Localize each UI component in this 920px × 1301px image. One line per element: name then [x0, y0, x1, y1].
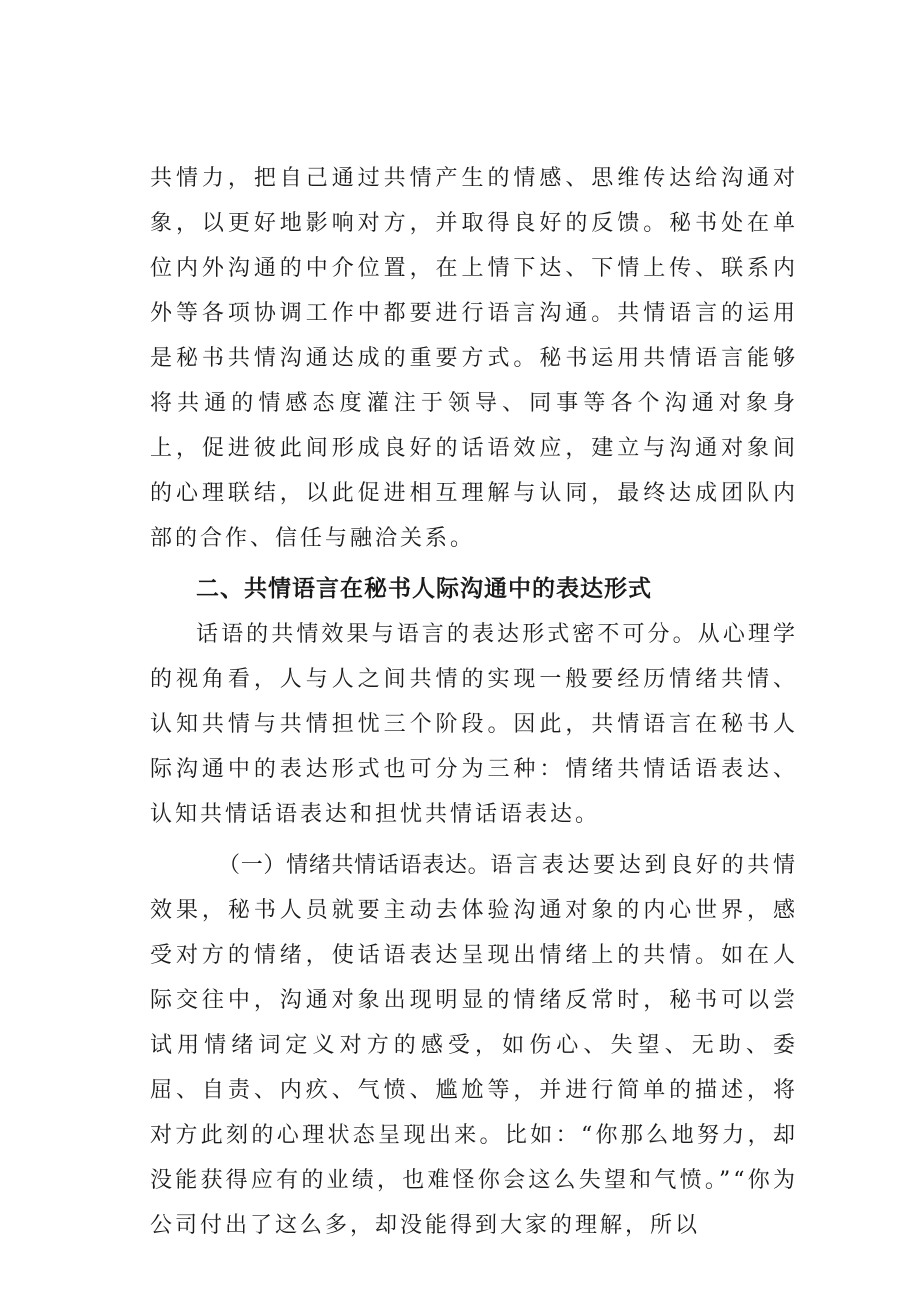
paragraph-1: 共情力，把自己通过共情产生的情感、思维传达给沟通对象，以更好地影响对方，并取得良好的反馈。秘书处在单位内外沟通的中介位置，在上情下达、下情上传、联系内外等各项协调工作中都要进行语言沟通。共情语言的运用是秘书共情沟通达成的重要方式。秘书运用共情语言能够将共通的情感态度灌注于领导、同事等各个沟通对象身上，促进彼此间形成良好的话语效应，建立与沟通对象间的心理联结，以此促进相互理解与认同，最终达成团队内部的合作、信任与融洽关系。 [150, 166, 798, 551]
paragraph-3 [150, 843, 798, 1248]
section-heading-2: 二、共情语言在秘书人际沟通中的表达形式 [196, 576, 652, 602]
paragraph-3-text: 语言表达要达到良好的共情效果，秘书人员就要主动去体验沟通对象的内心世界，感受对方的情绪，使话语表达呈现出情绪上的共情。如在人际交往中，沟通对象出现明显的情绪反常时，秘书可以尝试用情绪词定义对方的感受，如伤心、失望、无助、委屈、自责、内疚、气愤、尴尬等，并进行简单的描述，将对方此刻的心理状态呈现出来。比如：“你那么地努力，却没能获得应有的业绩，也难怪你会这么失望和气愤。”“你为公司付出了这么多，却没能得到大家的理解，所以 [150, 853, 798, 1238]
document-body [150, 156, 798, 1248]
paragraph-2: 话语的共情效果与语言的表达形式密不可分。从心理学的视角看，人与人之间共情的实现一般要经历情绪共情、认知共情与共情担忧三个阶段。因此，共情语言在秘书人际沟通中的表达形式也可分为三种：情绪共情话语表达、认知共情话语表达和担忧共情话语表达。 [150, 622, 798, 827]
sub-heading-1: （一）情绪共情话语表达。 [218, 853, 491, 878]
